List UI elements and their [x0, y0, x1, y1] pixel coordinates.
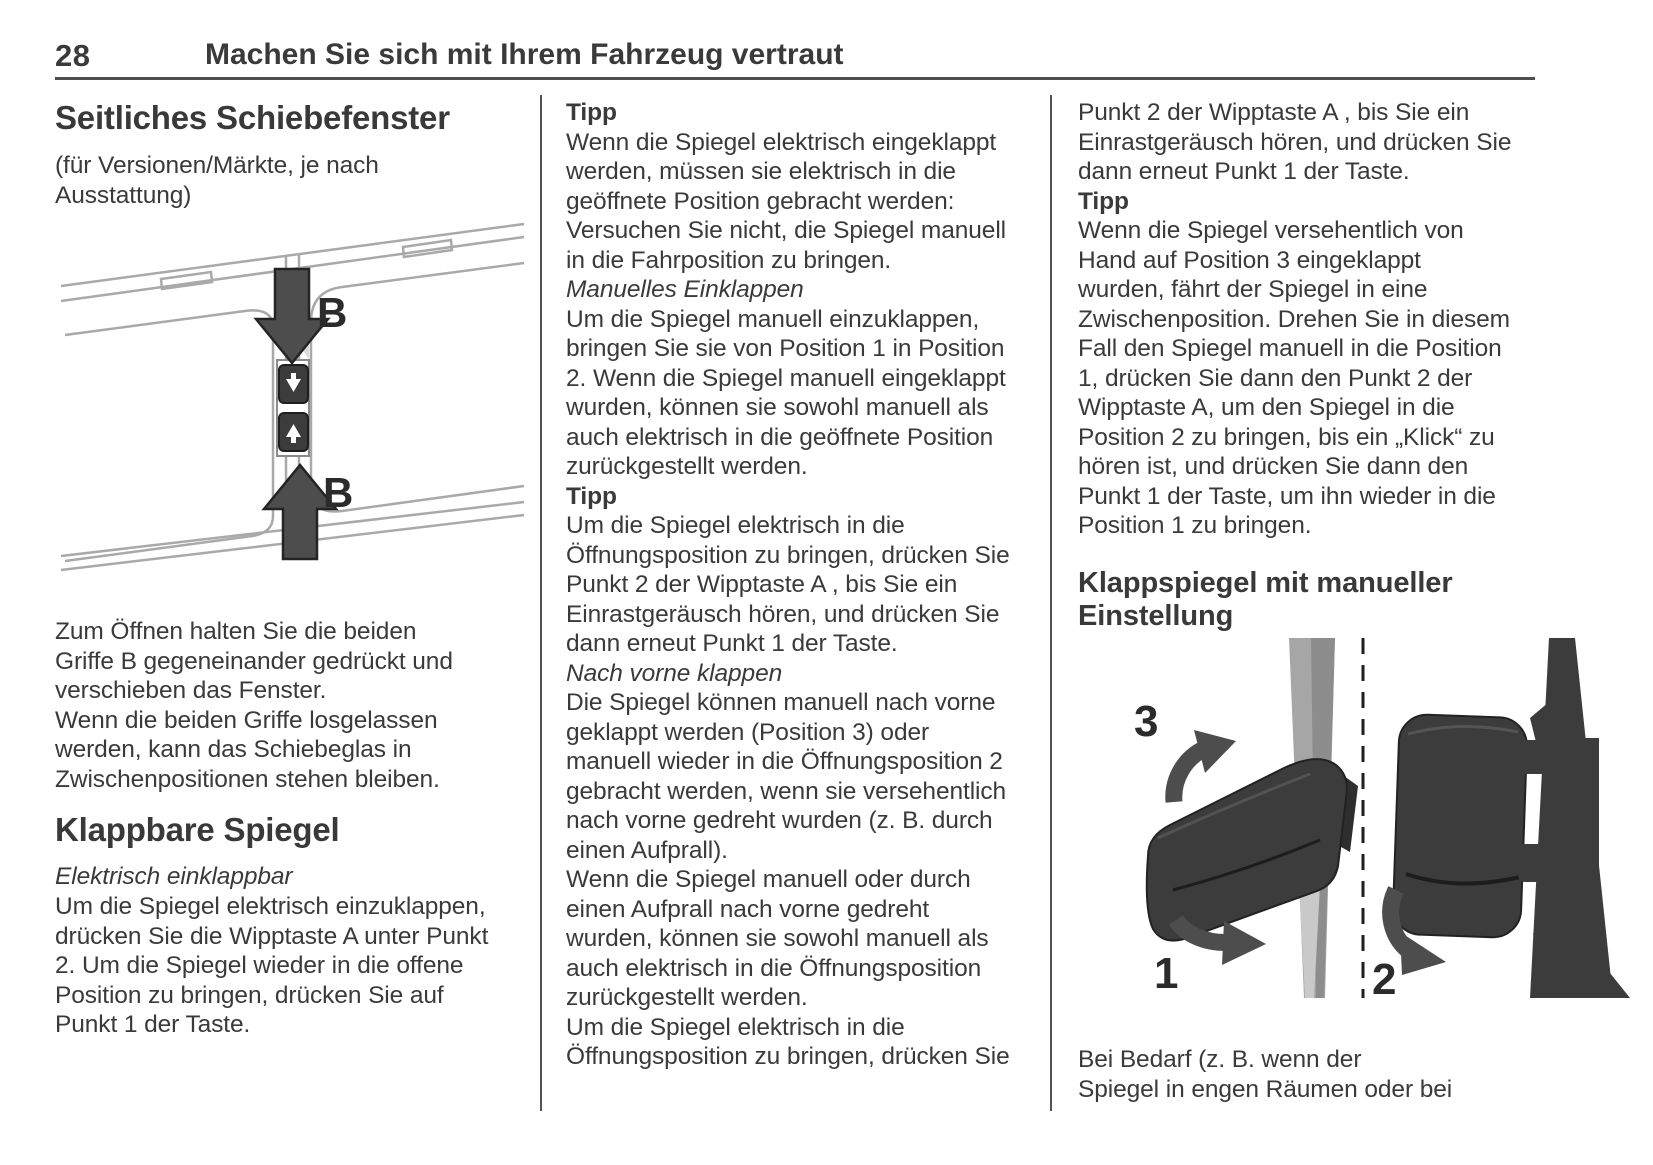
- text-line: auch elektrisch in die Öffnungsposition: [566, 954, 982, 982]
- text-line: Nach vorne klappen: [566, 659, 783, 687]
- text-line: Öffnungsposition zu bringen, drücken Sie: [566, 1043, 1010, 1070]
- text-line: Um die Spiegel manuell einzuklappen,: [566, 305, 980, 333]
- page-title: Machen Sie sich mit Ihrem Fahrzeug vertraut: [205, 38, 844, 71]
- text-line: Punkt 1 der Taste.: [55, 1011, 251, 1038]
- text-line: 2. Wenn die Spiegel manuell eingeklappt: [566, 364, 1006, 392]
- text-line: 2. Um die Spiegel wieder in die offene: [55, 952, 464, 979]
- text-line: geöffnete Position gebracht werden:: [566, 187, 955, 215]
- text-line: Wipptaste A, um den Spiegel in die: [1078, 394, 1455, 421]
- text-line: wurden, können sie sowohl manuell als: [566, 925, 989, 952]
- text-line: einen Aufprall).: [566, 836, 728, 864]
- mirror-label-position-2: 2: [1372, 954, 1397, 998]
- text-line: Griffe B gegeneinander gedrückt und: [55, 647, 453, 675]
- text-line: auch elektrisch in die geöffnete Position: [566, 423, 994, 451]
- sliding-window-figure: [55, 215, 530, 579]
- text-line: Punkt 2 der Wipptaste A , bis Sie ein: [1078, 99, 1470, 126]
- text-line: Position 1 zu bringen.: [1078, 512, 1312, 539]
- text-line: Um die Spiegel elektrisch einzuklappen,: [55, 893, 486, 920]
- text-line: geklappt werden (Position 3) oder: [566, 718, 930, 746]
- text-line: verschieben das Fenster.: [55, 677, 327, 704]
- text-line: Einrastgeräusch hören, und drücken Sie: [566, 600, 1000, 628]
- text-line: Fall den Spiegel manuell in die Position: [1078, 335, 1502, 362]
- header-rule: [55, 77, 1535, 80]
- sliding-window-drawing: [55, 215, 530, 579]
- subheading-electric-folding: Elektrisch einklappbar: [55, 863, 293, 890]
- text-line: Tipp: [566, 99, 617, 126]
- text-line: werden, müssen sie elektrisch in die: [566, 158, 956, 185]
- text-line: Ausstattung): [55, 182, 192, 209]
- right-column-text: [1078, 98, 1643, 541]
- open-mirror-housing: [1392, 713, 1528, 937]
- text-line: Tipp: [1078, 187, 1129, 215]
- text-line: Die Spiegel können manuell nach vorne: [566, 689, 996, 716]
- text-line: Wenn die Spiegel versehentlich von: [1078, 217, 1464, 244]
- text-line: Öffnungsposition zu bringen, drücken Sie: [566, 541, 1010, 569]
- mirror-label-position-3: 3: [1134, 696, 1159, 746]
- text-line: Punkt 1 der Taste, um ihn wieder in die: [1078, 482, 1496, 510]
- text-line: Position zu bringen, drücken Sie auf: [55, 981, 444, 1009]
- left-column: [55, 98, 535, 1040]
- electric-folding-paragraph: [55, 892, 535, 1040]
- right-column: [1078, 98, 1643, 1106]
- text-line: Um die Spiegel elektrisch in die: [566, 1013, 905, 1041]
- handle-label-bottom: B: [323, 469, 354, 516]
- sliding-window-paragraph: [55, 617, 535, 794]
- text-line: in die Fahrposition zu bringen.: [566, 246, 892, 274]
- mirror-drawing: [1078, 638, 1653, 998]
- text-line: dann erneut Punkt 1 der Taste.: [566, 630, 898, 657]
- text-line: dann erneut Punkt 1 der Taste.: [1078, 158, 1410, 185]
- text-line: 1, drücken Sie dann den Punkt 2 der: [1078, 364, 1473, 392]
- section-subtitle: [55, 151, 535, 211]
- text-line: einen Aufprall nach vorne gedreht: [566, 895, 930, 923]
- text-line: zurückgestellt werden.: [566, 984, 808, 1011]
- text-line: gebracht werden, wenn sie versehentlich: [566, 777, 1007, 805]
- text-line: manuell wieder in die Öffnungsposition 2: [566, 748, 1003, 775]
- column-divider-right: [1050, 95, 1052, 1111]
- text-line: zurückgestellt werden.: [566, 453, 808, 480]
- text-line: Manuelles Einklappen: [566, 276, 804, 303]
- text-line: Position 2 zu bringen, bis ein „Klick“ zu: [1078, 423, 1495, 451]
- text-line: hören ist, und drücken Sie dann den: [1078, 453, 1469, 480]
- text-line: Punkt 2 der Wipptaste A , bis Sie ein: [566, 571, 958, 598]
- text-line: Zwischenposition. Drehen Sie in diesem: [1078, 305, 1510, 333]
- handle-label-top: B: [317, 289, 348, 336]
- text-line: Bei Bedarf (z. B. wenn der: [1078, 1045, 1362, 1073]
- manual-mirror-paragraph: [1078, 1045, 1643, 1106]
- text-line: Zum Öffnen halten Sie die beiden: [55, 618, 417, 645]
- latch-handle-top: [279, 365, 308, 403]
- text-line: Wenn die Spiegel manuell oder durch: [566, 866, 971, 893]
- text-line: wurden, fährt der Spiegel in eine: [1078, 276, 1428, 303]
- text-line: wurden, können sie sowohl manuell als: [566, 394, 989, 421]
- text-line: Tipp: [566, 482, 617, 510]
- text-line: Zwischenpositionen stehen bleiben.: [55, 765, 440, 793]
- middle-column: [566, 98, 1024, 1072]
- column-divider-left: [540, 95, 542, 1111]
- text-line: Wenn die Spiegel elektrisch eingeklappt: [566, 128, 997, 156]
- text-line: Hand auf Position 3 eingeklappt: [1078, 246, 1421, 274]
- text-line: (für Versionen/Märkte, je nach: [55, 152, 379, 179]
- latch-handle-bottom: [279, 413, 308, 451]
- text-line: bringen Sie sie von Position 1 in Position: [566, 335, 1005, 362]
- text-line: Einrastgeräusch hören, und drücken Sie: [1078, 128, 1512, 156]
- text-line: nach vorne gedreht wurden (z. B. durch: [566, 807, 993, 834]
- vehicle-pillar-right: [1530, 638, 1630, 998]
- section-heading-sliding-window: Seitliches Schiebefenster: [55, 99, 450, 136]
- text-line: Spiegel in engen Räumen oder bei: [1078, 1076, 1453, 1103]
- text-line: Wenn die beiden Griffe losgelassen: [55, 706, 438, 734]
- text-line: werden, kann das Schiebeglas in: [55, 736, 412, 763]
- text-line: Einstellung: [1078, 599, 1234, 632]
- manual-mirror-figure: [1078, 638, 1653, 998]
- mirror-label-position-1: 1: [1154, 948, 1179, 998]
- text-line: Um die Spiegel elektrisch in die: [566, 512, 905, 539]
- section-heading-folding-mirrors: Klappbare Spiegel: [55, 811, 340, 848]
- text-line: Klappspiegel mit manueller: [1078, 566, 1453, 599]
- rotate-arrow-3-icon: [1174, 730, 1236, 802]
- section-heading-manual-mirrors: [1078, 567, 1643, 633]
- text-line: drücken Sie die Wipptaste A unter Punkt: [55, 922, 489, 950]
- text-line: Versuchen Sie nicht, die Spiegel manuell: [566, 217, 1007, 244]
- page-number: 28: [55, 38, 91, 73]
